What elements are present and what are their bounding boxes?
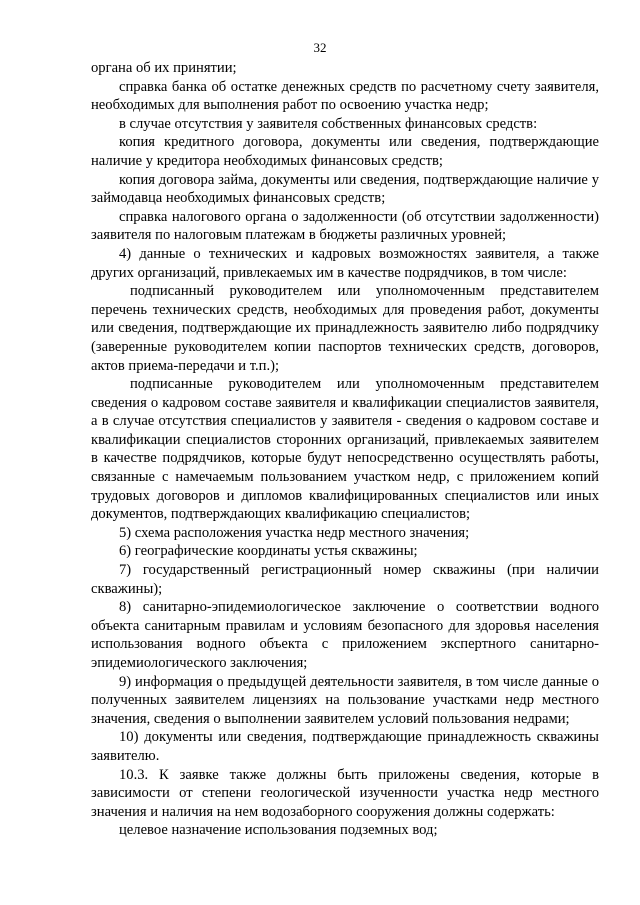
paragraph: справка банка об остатке денежных средств по расчетному счету заявителя, необходимых для выполнения работ по освоению участка недр; — [91, 78, 599, 114]
paragraph: целевое назначение использования подземных вод; — [119, 822, 438, 839]
paragraph: 10) документы или сведения, подтверждающие принадлежность скважины заявителю. — [91, 729, 599, 764]
paragraph: 6) географические координаты устья скважины; — [119, 543, 418, 560]
paragraph: 7) государственный регистрационный номер скважины (при наличии скважины); — [91, 562, 599, 597]
paragraph: 8) санитарно-эпидемиологическое заключение о соответствии водного объекта санитарным правилам и условиям безопасного для здоровья населения использования водного объекта с приложением экспертного санитарно-эпидемиологического заключения; — [91, 599, 599, 671]
paragraph: справка налогового органа о задолженности (об отсутствии задолженности) заявителя по налоговым платежам в бюджеты различных уровней; — [91, 208, 599, 244]
document-body — [91, 59, 599, 840]
paragraph: 5) схема расположения участка недр местного значения; — [119, 524, 470, 541]
paragraph: в случае отсутствия у заявителя собственных финансовых средств: — [119, 115, 538, 132]
paragraph: 10.3. К заявке также должны быть приложены сведения, которые в зависимости от степени геологической изученности участка недр местного значения и наличия на нем водозаборного сооружения должны содержать: — [91, 766, 599, 820]
paragraph: копия кредитного договора, документы или сведения, подтверждающие наличие у кредитора необходимых финансовых средств; — [91, 134, 599, 169]
paragraph: 9) информация о предыдущей деятельности заявителя, в том числе данные о полученных заявителем лицензиях на пользование участками недр местного значения, сведения о выполнении заявителем условий пользования недрами; — [91, 673, 599, 727]
paragraph: подписанный руководителем или уполномоченным представителем перечень технических средств, необходимых для проведения работ, документы или сведения, подтверждающие их принадлежность заявителю либо подрядчику (заверенные руководителем копии паспортов технических средств, договоров, актов приема-передачи и т.п.); — [91, 283, 599, 374]
page-number: 32 — [313, 40, 327, 55]
paragraph: подписанные руководителем или уполномоченным представителем сведения о кадровом составе заявителя и квалификации специалистов заявителя, а в случае отсутствия специалистов у заявителя - сведения о кадровом составе и квалификации специалистов сторонних организаций, привлекаемых заявителем в качестве подрядчиков, которые будут непосредственно осуществлять работы, связанные с намечаемым пользованием участком недр, с приложением копий трудовых договоров и дипломов квалифицированных специалистов или иных документов, подтверждающих квалификацию специалистов; — [91, 376, 599, 523]
paragraph: органа об их принятии; — [91, 60, 237, 76]
paragraph: копия договора займа, документы или сведения, подтверждающие наличие у займодавца необходимых финансовых средств; — [91, 171, 599, 207]
paragraph: 4) данные о технических и кадровых возможностях заявителя, а также других организаций, привлекаемых им в качестве подрядчиков, в том числе: — [91, 245, 599, 281]
